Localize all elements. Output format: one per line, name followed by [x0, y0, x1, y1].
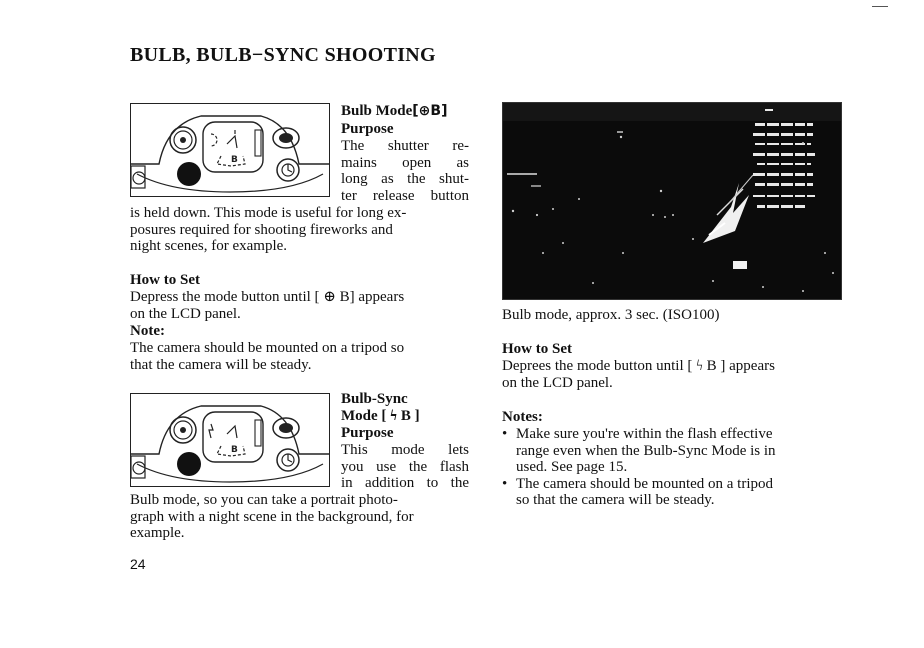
bulb-sync-heading-line1: Bulb-Sync: [341, 391, 408, 407]
bulb-purpose-side-text: [341, 138, 469, 204]
bulb-note-label: Note:: [130, 323, 165, 339]
bulb-sync-purpose-side-text: [341, 442, 469, 492]
text-line: graph with a night scene in the background, for: [130, 508, 414, 525]
text-line: used. See page 15.: [516, 459, 628, 476]
text-line: Deprees the mode button until [ ϟ B ] appears: [502, 358, 775, 374]
bulb-sync-purpose-rest: [130, 492, 475, 542]
text-line: Depress the mode button until [ ⊕ B] appears: [130, 289, 405, 305]
bulb-sync-heading-line2: Mode [ ϟ B ]: [341, 408, 420, 424]
sync-how-to-set-text: [502, 358, 842, 391]
text-line: on the LCD panel.: [502, 374, 613, 391]
text-line: night scenes, for example.: [130, 238, 288, 255]
corner-mark: [872, 6, 888, 7]
text-line: Make sure you're within the flash effective: [516, 426, 773, 442]
bulb-mode-heading: [341, 103, 447, 120]
text-line: on the LCD panel.: [130, 305, 241, 322]
camera-lcd-panel-icon: [131, 394, 329, 486]
text-line: example.: [130, 525, 185, 542]
bulb-purpose-rest: [130, 205, 470, 255]
lcd-mode-letter: B: [231, 445, 238, 455]
fireworks-night-scene-icon: [503, 103, 841, 299]
text-line: The camera should be mounted on a tripod so: [130, 340, 405, 356]
text-line: This mode lets: [341, 442, 469, 458]
lcd-illustration-bulb: [130, 103, 330, 197]
notes-label: Notes:: [502, 409, 543, 425]
night-scene-photo: [502, 102, 842, 300]
text-line: you use the flash: [341, 458, 469, 475]
lcd-mode-letter: B: [231, 155, 238, 165]
sync-how-to-set-label: How to Set: [502, 341, 572, 357]
bulb-purpose-label: Purpose: [341, 121, 394, 137]
bulb-sync-purpose-label: Purpose: [341, 425, 394, 441]
list-item: [502, 426, 842, 476]
notes-list: [502, 426, 842, 509]
photo-caption: Bulb mode, approx. 3 sec. (ISO100): [502, 307, 720, 323]
text-line: range even when the Bulb-Sync Mode is in: [516, 442, 776, 459]
lcd-illustration-bulb-sync: [130, 393, 330, 487]
text-line: so that the camera will be steady.: [516, 492, 715, 509]
camera-lcd-panel-icon: [131, 104, 329, 196]
bullet-icon: •: [502, 426, 508, 442]
text-line: ter release button: [341, 187, 469, 204]
text-line: in addition to the: [341, 475, 469, 492]
text-line: Bulb mode, so you can take a portrait photo-: [130, 492, 398, 508]
text-line: is held down. This mode is useful for long ex-: [130, 205, 407, 221]
text-line: mains open as: [341, 154, 469, 171]
bulb-how-to-set-label: How to Set: [130, 272, 200, 288]
bulb-mode-heading-text: Bulb Mode: [341, 103, 413, 119]
page-number: 24: [130, 556, 146, 572]
bullet-icon: •: [502, 475, 508, 492]
text-line: posures required for shooting fireworks and: [130, 221, 393, 238]
list-item: [502, 476, 842, 509]
bulb-how-to-set-text: [130, 289, 475, 322]
text-line: The shutter re-: [341, 138, 469, 154]
page-title: BULB, BULB−SYNC SHOOTING: [130, 44, 436, 66]
text-line: long as the shut-: [341, 171, 469, 188]
bulb-note-text: [130, 340, 475, 373]
text-line: The camera should be mounted on a tripod: [516, 475, 774, 492]
text-line: that the camera will be steady.: [130, 356, 312, 373]
bulb-mode-symbol: [⊕B]: [412, 103, 448, 119]
